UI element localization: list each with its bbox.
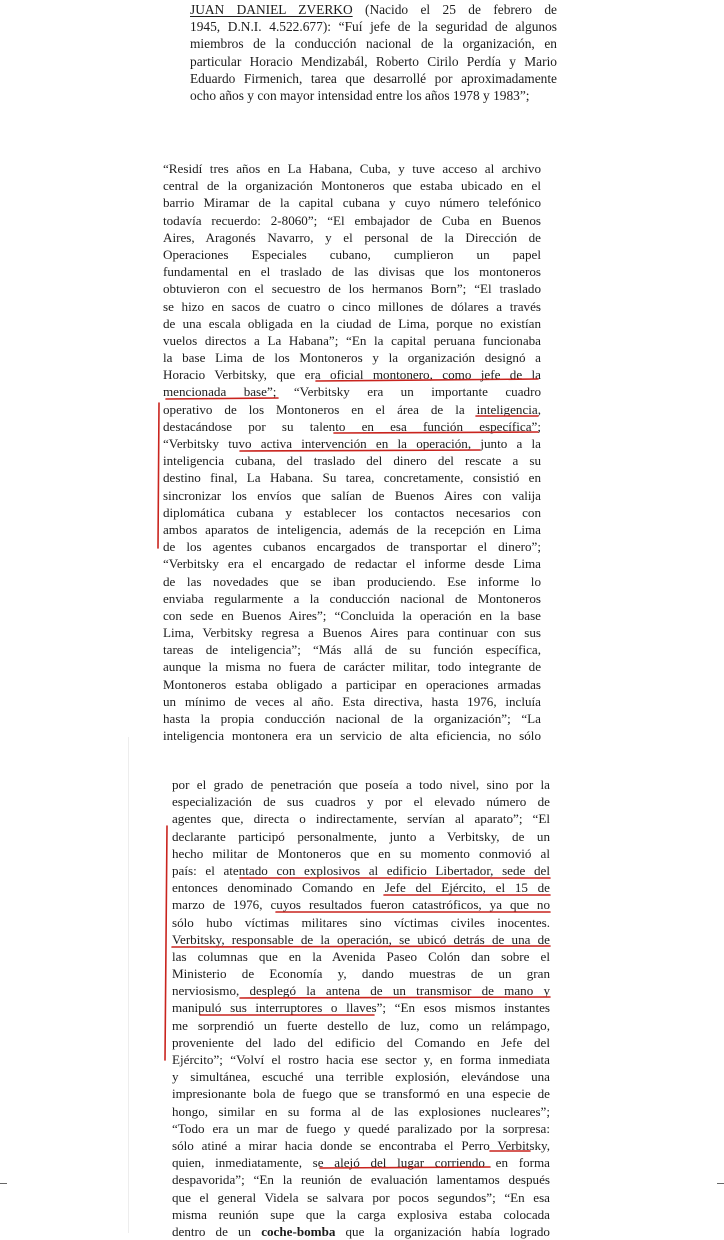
text-line: mencionada base”; “Verbitsky era un importante cuadro <box>163 384 541 400</box>
final-line-suffix: que la organización había logrado <box>335 1223 550 1239</box>
intro-paragraph <box>190 1 557 104</box>
text-line: especialización de sus cuadros y por el elevado número de <box>172 794 550 810</box>
text-line: vuelos directos a La Habana”; “En la capital peruana funcionaba <box>163 332 541 348</box>
text-line: las columnas que en la Avenida Paseo Colón dan sobre el <box>172 948 550 964</box>
text-line: ambos aparatos de inteligencia, además de la recepción en Lima <box>163 521 541 537</box>
text-line: Lima, Verbitsky regresa a Buenos Aires para continuar con sus <box>163 625 541 641</box>
text-line: sólo atiné a mirar hacia donde se encontraba el Perro Verbitsky, <box>172 1137 550 1153</box>
intro-line: particular Horacio Mendizabál, Roberto Cirilo Perdía y Mario <box>190 53 557 69</box>
text-line: entonces denominado Comando en Jefe del Ejército, el 15 de <box>172 880 550 896</box>
text-line: declarante participó personalmente, junto a Verbitsky, de un <box>172 828 550 844</box>
text-line: destino final, La Habana. Su tarea, concretamente, consistió en <box>163 470 541 486</box>
text-line: inteligencia cubana, del traslado del dinero del rescate a su <box>163 453 541 469</box>
witness-name: JUAN DANIEL ZVERKO <box>190 2 353 17</box>
text-line: barrio Miramar de la capital cubana y cuyo número telefónico <box>163 195 541 211</box>
text-line: enviaba regularmente a la conducción nacional de Montoneros <box>163 590 541 606</box>
final-line <box>172 1223 550 1240</box>
text-line: Montoneros estaba obligado a participar en operaciones armadas <box>163 676 541 692</box>
margin-mark-right <box>717 1183 724 1184</box>
red-margin-bar <box>165 826 167 1060</box>
text-line: impresionante bola de fuego que se transformó en una especie de <box>172 1086 550 1102</box>
text-line: inteligencia montonera era un servicio de alta eficiencia, no sólo <box>163 728 541 744</box>
text-line: “Todo era un mar de fuego y quedé paralizado por la sorpresa: <box>172 1120 550 1136</box>
text-line: se hizo en sacos de cuatro o cinco millones de dólares a través <box>163 298 541 314</box>
text-line: nerviosismo, desplegó la antena de un transmisor de mano y <box>172 983 550 999</box>
final-line-prefix: dentro de un <box>172 1223 262 1239</box>
red-margin-bar <box>158 403 159 548</box>
text-line: país: el atentado con explosivos al edificio Libertador, sede del <box>172 862 550 878</box>
text-line: proveniente del lado del edificio del Comando en Jefe del <box>172 1034 550 1050</box>
text-line: de una escala obligada en la ciudad de Lima, porque no existían <box>163 315 541 331</box>
text-line: agentes que, directa o indirectamente, servían al aparato”; “El <box>172 811 550 827</box>
text-line: me sorprendió un fuerte destello de luz, como un relámpago, <box>172 1017 550 1033</box>
text-line: quien, inmediatamente, se alejó del lugar corriendo en forma <box>172 1155 550 1171</box>
text-line: marzo de 1976, cuyos resultados fueron catastróficos, ya que no <box>172 897 550 913</box>
text-line: que el general Videla se salvara por pocos segundos”; “En esa <box>172 1189 550 1205</box>
text-line: la base Lima de los Montoneros y la organización designó a <box>163 350 541 366</box>
text-line: destacándose por su talento en esa función específica”; <box>163 418 541 434</box>
testimony-section-2 <box>172 776 550 1240</box>
text-line: hasta la propia conducción nacional de la organización”; “La <box>163 711 541 726</box>
intro-line: ocho años y con mayor intensidad entre los años 1978 y 1983”; <box>190 87 530 103</box>
testimony-section-1 <box>163 160 541 744</box>
text-line: Ejército”; “Volví el rostro hacia ese sector y, en forma inmediata <box>172 1052 550 1067</box>
text-line: todavía recuerdo: 2-8060”; “El embajador de Cuba en Buenos <box>163 212 541 228</box>
text-line: Horacio Verbitsky, que era oficial montonero, como jefe de la <box>163 367 541 383</box>
text-line: Aires, Aragonés Navarro, y el personal de la Dirección de <box>163 229 541 245</box>
text-line: “Residí tres años en La Habana, Cuba, y tuve acceso al archivo <box>163 161 541 176</box>
coche-bomba-term: coche-bomba <box>261 1223 336 1239</box>
text-line: fundamental en el traslado de las divisas que los montoneros <box>163 264 541 280</box>
text-line: de las novedades que se iban produciendo. Ese informe lo <box>163 573 541 589</box>
text-line: “Verbitsky tuvo activa intervención en la operación, junto a la <box>163 436 541 451</box>
intro-line: miembros de la conducción nacional de la organización, en <box>190 36 557 52</box>
text-line: Operaciones Especiales cubano, cumplieron un papel <box>163 246 541 262</box>
scan-edge <box>128 737 129 1233</box>
text-line: hecho militar de Montoneros que en su momento conmovió al <box>172 845 550 861</box>
text-line: diplomática cubana y establecer los contactos necesarios con <box>163 504 541 520</box>
text-line: manipuló sus interruptores o llaves”; “En esos mismos instantes <box>172 1000 550 1016</box>
intro-line: Eduardo Firmenich, tarea que desarrollé por aproximadamente <box>190 70 557 86</box>
text-line: un mínimo de veces al año. Esta directiva, hasta 1976, incluía <box>163 693 541 709</box>
text-line: Verbitsky, responsable de la operación, se ubicó detrás de una de <box>172 931 550 947</box>
text-line: Ministerio de Economía y, dando muestras de un gran <box>172 966 550 982</box>
text-line: tareas de inteligencia”; “Más allá de su función específica, <box>163 642 541 658</box>
text-line: obtuvieron con el secuestro de los hermanos Born”; “El traslado <box>163 281 541 297</box>
intro-first-line <box>190 1 557 18</box>
intro-line: 1945, D.N.I. 4.522.677): “Fuí jefe de la seguridad de algunos <box>190 19 557 35</box>
text-line: de los agentes cubanos encargados de transportar el dinero”; <box>163 539 541 555</box>
text-line: misma reunión supe que la carga explosiva estaba colocada <box>172 1206 550 1222</box>
text-line: sincronizar los envíos que salían de Buenos Aires con valija <box>163 487 541 503</box>
text-line: con sede en Buenos Aires”; “Concluida la operación en la base <box>163 607 541 623</box>
text-line: y simultánea, escuché una terrible explosión, elevándose una <box>172 1069 550 1085</box>
text-line: hongo, similar en su forma al de las explosiones nucleares”; <box>172 1103 550 1119</box>
text-line: operativo de los Montoneros en el área de la inteligencia, <box>163 401 541 417</box>
text-line: despavorida”; “En la reunión de evaluación lamentamos después <box>172 1172 550 1188</box>
margin-mark-left <box>0 1183 7 1184</box>
text-line: sólo hubo víctimas militares sino víctimas civiles inocentes. <box>172 914 550 930</box>
text-line: por el grado de penetración que poseía a todo nivel, sino por la <box>172 777 550 792</box>
text-line: aunque la misma no fuera de carácter militar, todo integrante de <box>163 659 541 675</box>
text-line: “Verbitsky era el encargado de redactar el informe desde Lima <box>163 556 541 572</box>
intro-line: (Nacido el 25 de febrero de <box>352 2 557 17</box>
text-line: central de la organización Montoneros que estaba ubicado en el <box>163 178 541 194</box>
